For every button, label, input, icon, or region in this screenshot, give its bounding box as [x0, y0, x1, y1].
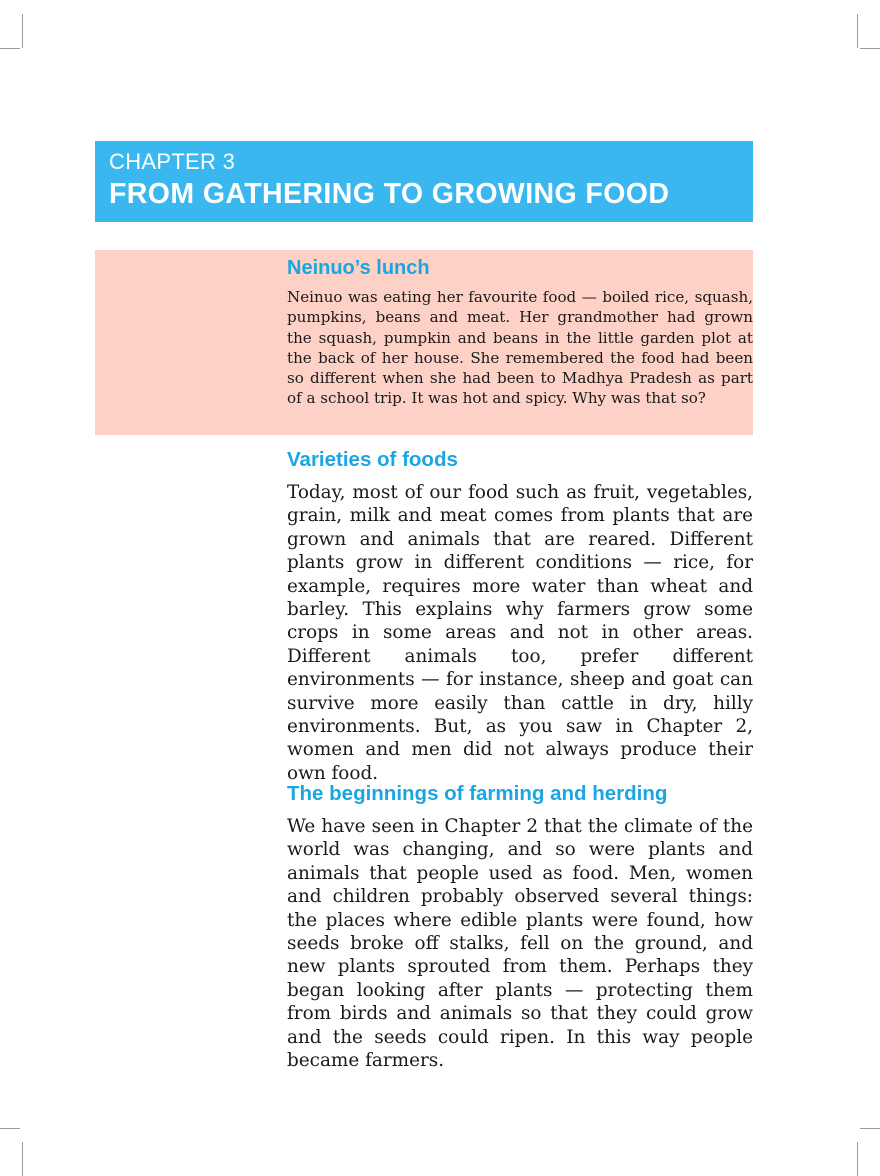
crop-mark [22, 1142, 23, 1176]
crop-mark [0, 1128, 20, 1129]
crop-mark [860, 1128, 880, 1129]
section-heading-farming: The beginnings of farming and herding [287, 782, 668, 805]
crop-mark [860, 48, 880, 49]
chapter-title: FROM GATHERING TO GROWING FOOD [109, 178, 670, 210]
story-text: Neinuo was eating her favourite food — boiled rice, squash, pumpkins, beans and meat. Her grandmother had grown the squash, pumpkin and beans in the little garden plot at the back of her house. She remembered the food had been so different when she had been to Madhya Pradesh as part of a school trip. It was hot and spicy. Why was that so? [287, 288, 753, 408]
chapter-header [95, 141, 753, 222]
section-text-farming: We have seen in Chapter 2 that the climate of the world was changing, and so were plants and animals that people used as food. Men, women and children probably observed several things: the places where edible plants were found, how seeds broke off stalks, fell on the ground, and new plants sprouted from them. Perhaps they began looking after plants — protecting them from birds and animals so that they could grow and the seeds could ripen. In this way people became farmers. [287, 816, 753, 1072]
story-heading: Neinuo’s lunch [287, 257, 430, 279]
section-text-varieties: Today, most of our food such as fruit, vegetables, grain, milk and meat comes from plants that are grown and animals that are reared. Different plants grow in different conditions — rice, for example, requires more water than wheat and barley. This explains why farmers grow some crops in some areas and not in other areas. Different animals too, prefer different environments — for instance, sheep and goat can survive more easily than cattle in dry, hilly environments. But, as you saw in Chapter 2, women and men did not always produce their own food. [287, 482, 753, 784]
section-heading-varieties: Varieties of foods [287, 448, 458, 471]
crop-mark [0, 48, 20, 49]
crop-mark [857, 14, 858, 48]
crop-mark [22, 14, 23, 48]
crop-mark [857, 1142, 858, 1176]
chapter-number: CHAPTER 3 [109, 149, 236, 174]
